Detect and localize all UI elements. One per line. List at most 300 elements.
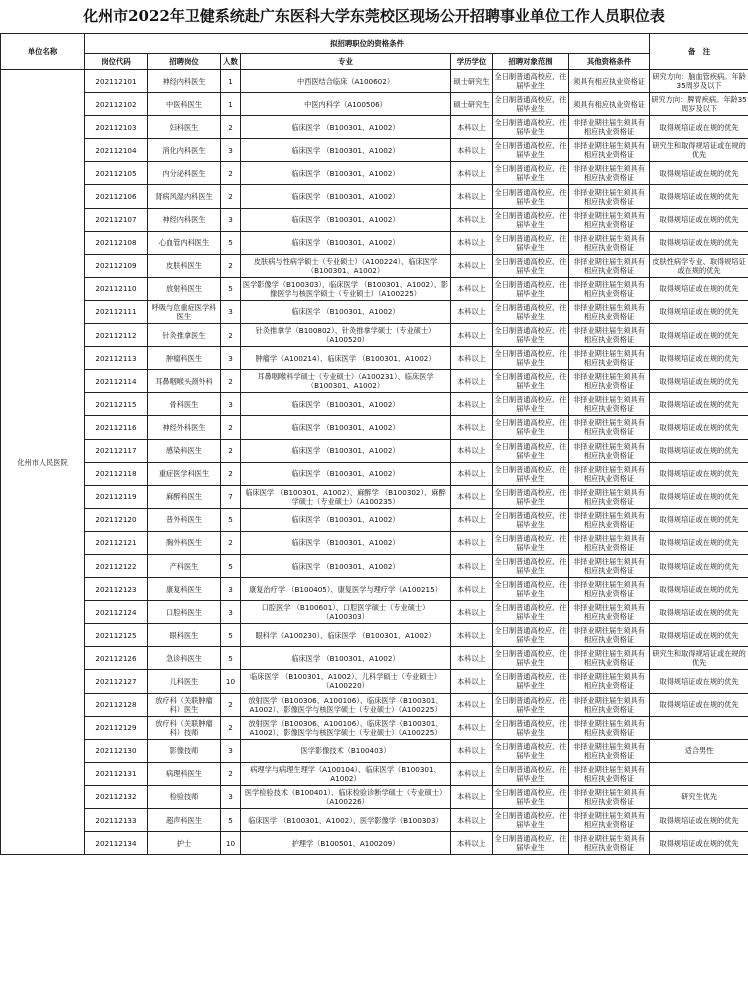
cell-remarks: 取得规培证或在规的优先 <box>650 832 748 855</box>
cell-education: 本科以上 <box>451 439 493 462</box>
header-education: 学历学位 <box>451 54 493 70</box>
cell-other-conditions: 非择业期往届生须具有相应执业资格证 <box>569 300 650 323</box>
cell-education: 本科以上 <box>451 393 493 416</box>
cell-education: 本科以上 <box>451 739 493 762</box>
cell-other-conditions: 非择业期往届生须具有相应执业资格证 <box>569 462 650 485</box>
cell-other-conditions: 非择业期往届生须具有相应执业资格证 <box>569 208 650 231</box>
cell-other-conditions: 非择业期往届生须具有相应执业资格证 <box>569 531 650 554</box>
cell-major: 临床医学 （B100301、A1002） <box>241 647 451 670</box>
cell-other-conditions: 非择业期往届生须具有相应执业资格证 <box>569 832 650 855</box>
cell-count: 3 <box>221 300 241 323</box>
cell-post: 普外科医生 <box>148 508 221 531</box>
table-row <box>1 485 748 508</box>
cell-education: 本科以上 <box>451 139 493 162</box>
cell-major: 放射医学（B100306、A100106）、临床医学（B100301、A1002）、影像医学与核医学硕士（专业硕士）（A100225） <box>241 693 451 716</box>
cell-post: 影像技师 <box>148 739 221 762</box>
cell-other-conditions: 非择业期往届生须具有相应执业资格证 <box>569 347 650 370</box>
cell-code: 202112111 <box>85 300 148 323</box>
cell-education: 本科以上 <box>451 601 493 624</box>
cell-count: 5 <box>221 508 241 531</box>
cell-target: 全日制普通高校应、往届毕业生 <box>493 393 569 416</box>
cell-count: 3 <box>221 393 241 416</box>
cell-target: 全日制普通高校应、往届毕业生 <box>493 809 569 832</box>
cell-count: 1 <box>221 70 241 93</box>
cell-major: 临床医学 （B100301、A1002） <box>241 116 451 139</box>
cell-code: 202112107 <box>85 208 148 231</box>
cell-other-conditions: 非择业期往届生须具有相应执业资格证 <box>569 231 650 254</box>
cell-remarks: 取得规培证或在规的优先 <box>650 162 748 185</box>
cell-education: 本科以上 <box>451 162 493 185</box>
table-row <box>1 716 748 739</box>
table-row <box>1 439 748 462</box>
header-major: 专业 <box>241 54 451 70</box>
cell-target: 全日制普通高校应、往届毕业生 <box>493 439 569 462</box>
cell-remarks: 取得规培证或在规的优先 <box>650 416 748 439</box>
cell-code: 202112126 <box>85 647 148 670</box>
table-row <box>1 116 748 139</box>
positions-table <box>0 33 748 855</box>
cell-major: 皮肤病与性病学硕士（专业硕士）（A100224）、临床医学 （B100301、A1002） <box>241 254 451 277</box>
table-row <box>1 578 748 601</box>
cell-remarks: 取得规培证或在规的优先 <box>650 809 748 832</box>
cell-major: 临床医学 （B100301、A1002）、医学影像学（B100303） <box>241 809 451 832</box>
cell-education: 本科以上 <box>451 416 493 439</box>
cell-other-conditions: 非择业期往届生须具有相应执业资格证 <box>569 578 650 601</box>
cell-post: 产科医生 <box>148 554 221 577</box>
cell-major: 临床医学 （B100301、A1002） <box>241 393 451 416</box>
cell-remarks: 研究方向：脑血管疾病。年龄35周岁及以下 <box>650 70 748 93</box>
cell-remarks: 取得规培证或在规的优先 <box>650 601 748 624</box>
cell-major: 临床医学 （B100301、A1002） <box>241 508 451 531</box>
cell-other-conditions: 非择业期往届生须具有相应执业资格证 <box>569 116 650 139</box>
cell-remarks: 取得规培证或在规的优先 <box>650 531 748 554</box>
header-remarks: 备 注 <box>650 34 748 70</box>
cell-major: 临床医学 （B100301、A1002） <box>241 462 451 485</box>
table-row <box>1 508 748 531</box>
cell-count: 3 <box>221 739 241 762</box>
cell-major: 耳鼻咽喉科学硕士（专业硕士）（A100231）、临床医学 （B100301、A1002） <box>241 370 451 393</box>
cell-major: 中西医结合临床（A100602） <box>241 70 451 93</box>
cell-education: 本科以上 <box>451 624 493 647</box>
table-row <box>1 347 748 370</box>
cell-code: 202112103 <box>85 116 148 139</box>
table-row <box>1 324 748 347</box>
cell-remarks: 取得规培证或在规的优先 <box>650 370 748 393</box>
cell-post: 骨科医生 <box>148 393 221 416</box>
cell-target: 全日制普通高校应、往届毕业生 <box>493 416 569 439</box>
table-row <box>1 462 748 485</box>
cell-count: 5 <box>221 554 241 577</box>
cell-remarks: 取得规培证或在规的优先 <box>650 462 748 485</box>
cell-remarks: 取得规培证或在规的优先 <box>650 277 748 300</box>
cell-remarks: 取得规培证或在规的优先 <box>650 116 748 139</box>
cell-post: 神经外科医生 <box>148 416 221 439</box>
cell-post: 检验技师 <box>148 785 221 808</box>
cell-education: 本科以上 <box>451 231 493 254</box>
cell-count: 5 <box>221 624 241 647</box>
cell-other-conditions: 非择业期往届生须具有相应执业资格证 <box>569 739 650 762</box>
cell-target: 全日制普通高校应、往届毕业生 <box>493 70 569 93</box>
table-row <box>1 70 748 93</box>
cell-post: 内分泌科医生 <box>148 162 221 185</box>
cell-target: 全日制普通高校应、往届毕业生 <box>493 624 569 647</box>
cell-other-conditions: 非择业期往届生须具有相应执业资格证 <box>569 162 650 185</box>
cell-target: 全日制普通高校应、往届毕业生 <box>493 578 569 601</box>
cell-post: 皮肤科医生 <box>148 254 221 277</box>
cell-education: 本科以上 <box>451 370 493 393</box>
cell-target: 全日制普通高校应、往届毕业生 <box>493 116 569 139</box>
cell-code: 202112119 <box>85 485 148 508</box>
cell-target: 全日制普通高校应、往届毕业生 <box>493 554 569 577</box>
cell-post: 肿瘤科医生 <box>148 347 221 370</box>
cell-post: 胸外科医生 <box>148 531 221 554</box>
cell-other-conditions: 非择业期往届生须具有相应执业资格证 <box>569 393 650 416</box>
cell-code: 202112112 <box>85 324 148 347</box>
cell-other-conditions: 非择业期往届生须具有相应执业资格证 <box>569 508 650 531</box>
cell-remarks: 取得规培证或在规的优先 <box>650 185 748 208</box>
cell-code: 202112131 <box>85 762 148 785</box>
header-code: 岗位代码 <box>85 54 148 70</box>
cell-target: 全日制普通高校应、往届毕业生 <box>493 370 569 393</box>
cell-code: 202112123 <box>85 578 148 601</box>
cell-major: 临床医学 （B100301、A1002） <box>241 439 451 462</box>
cell-count: 2 <box>221 116 241 139</box>
table-row <box>1 785 748 808</box>
cell-remarks: 取得规培证或在规的优先 <box>650 578 748 601</box>
positions-table-body <box>1 70 748 855</box>
cell-remarks: 研究生优先 <box>650 785 748 808</box>
cell-remarks: 取得规培证或在规的优先 <box>650 693 748 716</box>
cell-target: 全日制普通高校应、往届毕业生 <box>493 231 569 254</box>
cell-education: 本科以上 <box>451 485 493 508</box>
cell-remarks <box>650 716 748 739</box>
cell-education: 本科以上 <box>451 116 493 139</box>
cell-target: 全日制普通高校应、往届毕业生 <box>493 93 569 116</box>
cell-post: 康复科医生 <box>148 578 221 601</box>
table-row <box>1 624 748 647</box>
cell-target: 全日制普通高校应、往届毕业生 <box>493 670 569 693</box>
cell-other-conditions: 非择业期往届生须具有相应执业资格证 <box>569 647 650 670</box>
cell-remarks: 取得规培证或在规的优先 <box>650 554 748 577</box>
cell-code: 202112122 <box>85 554 148 577</box>
cell-code: 202112132 <box>85 785 148 808</box>
cell-education: 本科以上 <box>451 716 493 739</box>
cell-target: 全日制普通高校应、往届毕业生 <box>493 208 569 231</box>
table-row <box>1 162 748 185</box>
cell-count: 2 <box>221 693 241 716</box>
cell-major: 临床医学 （B100301、A1002） <box>241 554 451 577</box>
cell-education: 硕士研究生 <box>451 93 493 116</box>
cell-other-conditions: 非择业期往届生须具有相应执业资格证 <box>569 693 650 716</box>
cell-code: 202112110 <box>85 277 148 300</box>
cell-post: 儿科医生 <box>148 670 221 693</box>
cell-remarks <box>650 762 748 785</box>
cell-target: 全日制普通高校应、往届毕业生 <box>493 647 569 670</box>
cell-major: 临床医学 （B100301、A1002） <box>241 185 451 208</box>
cell-target: 全日制普通高校应、往届毕业生 <box>493 324 569 347</box>
table-row <box>1 208 748 231</box>
cell-code: 202112125 <box>85 624 148 647</box>
cell-major: 肿瘤学（A100214）、临床医学 （B100301、A1002） <box>241 347 451 370</box>
table-row <box>1 554 748 577</box>
cell-code: 202112106 <box>85 185 148 208</box>
cell-other-conditions: 非择业期往届生须具有相应执业资格证 <box>569 254 650 277</box>
table-row <box>1 393 748 416</box>
cell-count: 2 <box>221 324 241 347</box>
cell-count: 5 <box>221 231 241 254</box>
cell-post: 耳鼻咽喉头颈外科 <box>148 370 221 393</box>
cell-major: 放射医学（B100306、A100106）、临床医学（B100301、A1002）、影像医学与核医学硕士（专业硕士）（A100225） <box>241 716 451 739</box>
cell-remarks: 研究方向：脾胃疾病。年龄35周岁及以下 <box>650 93 748 116</box>
cell-post: 口腔科医生 <box>148 601 221 624</box>
cell-target: 全日制普通高校应、往届毕业生 <box>493 162 569 185</box>
cell-count: 3 <box>221 139 241 162</box>
cell-count: 2 <box>221 370 241 393</box>
cell-target: 全日制普通高校应、往届毕业生 <box>493 300 569 323</box>
table-row <box>1 139 748 162</box>
cell-education: 本科以上 <box>451 809 493 832</box>
cell-education: 本科以上 <box>451 324 493 347</box>
cell-target: 全日制普通高校应、往届毕业生 <box>493 254 569 277</box>
cell-code: 202112128 <box>85 693 148 716</box>
cell-other-conditions: 非择业期往届生须具有相应执业资格证 <box>569 809 650 832</box>
cell-post: 超声科医生 <box>148 809 221 832</box>
cell-target: 全日制普通高校应、往届毕业生 <box>493 485 569 508</box>
cell-count: 2 <box>221 416 241 439</box>
cell-remarks: 取得规培证或在规的优先 <box>650 393 748 416</box>
cell-count: 1 <box>221 93 241 116</box>
cell-major: 临床医学 （B100301、A1002） <box>241 416 451 439</box>
cell-post: 呼吸与危重症医学科医生 <box>148 300 221 323</box>
cell-major: 针灸推拿学（B100802）、针灸推拿学硕士（专业硕士）（A100520） <box>241 324 451 347</box>
cell-code: 202112109 <box>85 254 148 277</box>
table-row <box>1 601 748 624</box>
cell-major: 护理学（B100501、A100209） <box>241 832 451 855</box>
table-row <box>1 93 748 116</box>
cell-remarks: 取得规培证或在规的优先 <box>650 324 748 347</box>
cell-education: 本科以上 <box>451 208 493 231</box>
cell-other-conditions: 非择业期往届生须具有相应执业资格证 <box>569 624 650 647</box>
cell-education: 本科以上 <box>451 785 493 808</box>
cell-major: 临床医学 （B100301、A1002）、麻醉学 （B100302）、麻醉学硕士（专业硕士）（A100235） <box>241 485 451 508</box>
cell-post: 针灸推拿医生 <box>148 324 221 347</box>
cell-remarks: 取得规培证或在规的优先 <box>650 208 748 231</box>
table-row <box>1 693 748 716</box>
cell-post: 病理科医生 <box>148 762 221 785</box>
table-row <box>1 809 748 832</box>
cell-post: 神经内科医生 <box>148 70 221 93</box>
cell-count: 2 <box>221 439 241 462</box>
table-row <box>1 739 748 762</box>
cell-post: 神经内科医生 <box>148 208 221 231</box>
cell-other-conditions: 非择业期往届生须具有相应执业资格证 <box>569 185 650 208</box>
table-row <box>1 416 748 439</box>
cell-target: 全日制普通高校应、往届毕业生 <box>493 762 569 785</box>
cell-code: 202112101 <box>85 70 148 93</box>
cell-education: 本科以上 <box>451 300 493 323</box>
table-row <box>1 370 748 393</box>
header-unit-name: 单位名称 <box>1 34 85 70</box>
table-row <box>1 231 748 254</box>
cell-target: 全日制普通高校应、往届毕业生 <box>493 531 569 554</box>
cell-count: 2 <box>221 462 241 485</box>
cell-major: 临床医学 （B100301、A1002） <box>241 162 451 185</box>
cell-remarks: 取得规培证或在规的优先 <box>650 300 748 323</box>
cell-major: 临床医学 （B100301、A1002） <box>241 139 451 162</box>
cell-major: 病理学与病理生理学（A100104）、临床医学（B100301、A1002） <box>241 762 451 785</box>
cell-other-conditions: 非择业期往届生须具有相应执业资格证 <box>569 277 650 300</box>
cell-major: 临床医学 （B100301、A1002） <box>241 300 451 323</box>
cell-education: 本科以上 <box>451 254 493 277</box>
cell-code: 202112115 <box>85 393 148 416</box>
cell-post: 放射科医生 <box>148 277 221 300</box>
cell-other-conditions: 非择业期往届生须具有相应执业资格证 <box>569 670 650 693</box>
cell-major: 康复治疗学 （B100405）、康复医学与理疗学（A100215） <box>241 578 451 601</box>
cell-education: 本科以上 <box>451 578 493 601</box>
cell-remarks: 适合男性 <box>650 739 748 762</box>
cell-count: 2 <box>221 162 241 185</box>
table-row <box>1 832 748 855</box>
cell-code: 202112113 <box>85 347 148 370</box>
cell-remarks: 研究生和取得规培证或在规的优先 <box>650 647 748 670</box>
cell-post: 护士 <box>148 832 221 855</box>
table-row <box>1 762 748 785</box>
cell-code: 202112133 <box>85 809 148 832</box>
cell-code: 202112102 <box>85 93 148 116</box>
cell-education: 本科以上 <box>451 531 493 554</box>
cell-code: 202112108 <box>85 231 148 254</box>
cell-education: 本科以上 <box>451 693 493 716</box>
header-count: 人数 <box>221 54 241 70</box>
cell-target: 全日制普通高校应、往届毕业生 <box>493 693 569 716</box>
cell-count: 3 <box>221 208 241 231</box>
cell-education: 本科以上 <box>451 647 493 670</box>
cell-count: 5 <box>221 277 241 300</box>
table-row <box>1 300 748 323</box>
cell-count: 3 <box>221 601 241 624</box>
cell-education: 本科以上 <box>451 347 493 370</box>
cell-count: 2 <box>221 185 241 208</box>
cell-education: 本科以上 <box>451 277 493 300</box>
cell-code: 202112124 <box>85 601 148 624</box>
cell-code: 202112116 <box>85 416 148 439</box>
cell-remarks: 取得规培证或在规的优先 <box>650 508 748 531</box>
cell-major: 临床医学 （B100301、A1002） <box>241 231 451 254</box>
cell-code: 202112127 <box>85 670 148 693</box>
header-post: 招聘岗位 <box>148 54 221 70</box>
cell-post: 急诊科医生 <box>148 647 221 670</box>
cell-other-conditions: 非择业期往届生须具有相应执业资格证 <box>569 370 650 393</box>
cell-code: 202112104 <box>85 139 148 162</box>
cell-major: 临床医学 （B100301、A1002） <box>241 531 451 554</box>
cell-code: 202112134 <box>85 832 148 855</box>
cell-education: 本科以上 <box>451 554 493 577</box>
cell-education: 硕士研究生 <box>451 70 493 93</box>
cell-count: 7 <box>221 485 241 508</box>
cell-other-conditions: 非择业期往届生须具有相应执业资格证 <box>569 139 650 162</box>
cell-major: 医学检验技术（B100401）、临床检验诊断学硕士（专业硕士）（A100226） <box>241 785 451 808</box>
cell-other-conditions: 非择业期往届生须具有相应执业资格证 <box>569 762 650 785</box>
cell-post: 眼科医生 <box>148 624 221 647</box>
table-row <box>1 277 748 300</box>
cell-post: 麻醉科医生 <box>148 485 221 508</box>
header-qualification-group: 拟招聘职位的资格条件 <box>85 34 650 54</box>
cell-other-conditions: 非择业期往届生须具有相应执业资格证 <box>569 439 650 462</box>
cell-count: 3 <box>221 347 241 370</box>
table-row <box>1 185 748 208</box>
cell-count: 10 <box>221 670 241 693</box>
cell-target: 全日制普通高校应、往届毕业生 <box>493 347 569 370</box>
header-target: 招聘对象范围 <box>493 54 569 70</box>
cell-post: 中医科医生 <box>148 93 221 116</box>
cell-target: 全日制普通高校应、往届毕业生 <box>493 139 569 162</box>
cell-remarks: 取得规培证或在规的优先 <box>650 347 748 370</box>
cell-count: 2 <box>221 254 241 277</box>
cell-remarks: 取得规培证或在规的优先 <box>650 439 748 462</box>
cell-other-conditions: 非择业期往届生须具有相应执业资格证 <box>569 601 650 624</box>
cell-remarks: 研究生和取得规培证或在规的优先 <box>650 139 748 162</box>
cell-target: 全日制普通高校应、往届毕业生 <box>493 601 569 624</box>
header-other-conditions: 其他资格条件 <box>569 54 650 70</box>
cell-target: 全日制普通高校应、往届毕业生 <box>493 277 569 300</box>
cell-post: 消化内科医生 <box>148 139 221 162</box>
cell-post: 放疗科（关联肿瘤科）技师 <box>148 716 221 739</box>
cell-count: 2 <box>221 531 241 554</box>
cell-other-conditions: 须具有相应执业资格证 <box>569 70 650 93</box>
cell-education: 本科以上 <box>451 832 493 855</box>
cell-major: 眼科学（A100230）、临床医学 （B100301、A1002） <box>241 624 451 647</box>
cell-major: 临床医学 （B100301、A1002）、儿科学硕士（专业硕士）（A100220） <box>241 670 451 693</box>
cell-target: 全日制普通高校应、往届毕业生 <box>493 185 569 208</box>
cell-count: 2 <box>221 716 241 739</box>
table-row <box>1 254 748 277</box>
cell-other-conditions: 须具有相应执业资格证 <box>569 93 650 116</box>
cell-code: 202112130 <box>85 739 148 762</box>
cell-other-conditions: 非择业期往届生须具有相应执业资格证 <box>569 485 650 508</box>
cell-remarks: 取得规培证或在规的优先 <box>650 485 748 508</box>
cell-unit-name: 化州市人民医院 <box>1 70 85 855</box>
cell-education: 本科以上 <box>451 762 493 785</box>
cell-other-conditions: 非择业期往届生须具有相应执业资格证 <box>569 716 650 739</box>
cell-post: 重症医学科医生 <box>148 462 221 485</box>
cell-code: 202112129 <box>85 716 148 739</box>
cell-count: 3 <box>221 578 241 601</box>
table-row <box>1 670 748 693</box>
cell-major: 临床医学 （B100301、A1002） <box>241 208 451 231</box>
header-row-1 <box>1 34 748 54</box>
cell-count: 3 <box>221 785 241 808</box>
cell-target: 全日制普通高校应、往届毕业生 <box>493 462 569 485</box>
cell-major: 医学影像技术（B100403） <box>241 739 451 762</box>
cell-code: 202112121 <box>85 531 148 554</box>
cell-target: 全日制普通高校应、往届毕业生 <box>493 785 569 808</box>
cell-code: 202112114 <box>85 370 148 393</box>
cell-post: 妇科医生 <box>148 116 221 139</box>
cell-code: 202112105 <box>85 162 148 185</box>
cell-education: 本科以上 <box>451 670 493 693</box>
document-title: 化州市2022年卫健系统赴广东医科大学东莞校区现场公开招聘事业单位工作人员职位表 <box>83 7 665 25</box>
header-row-2 <box>1 54 748 70</box>
cell-other-conditions: 非择业期往届生须具有相应执业资格证 <box>569 416 650 439</box>
cell-count: 5 <box>221 647 241 670</box>
cell-other-conditions: 非择业期往届生须具有相应执业资格证 <box>569 785 650 808</box>
cell-count: 10 <box>221 832 241 855</box>
cell-education: 本科以上 <box>451 462 493 485</box>
cell-count: 2 <box>221 762 241 785</box>
cell-remarks: 取得规培证或在规的优先 <box>650 231 748 254</box>
table-row <box>1 647 748 670</box>
cell-remarks: 取得规培证或在规的优先 <box>650 670 748 693</box>
